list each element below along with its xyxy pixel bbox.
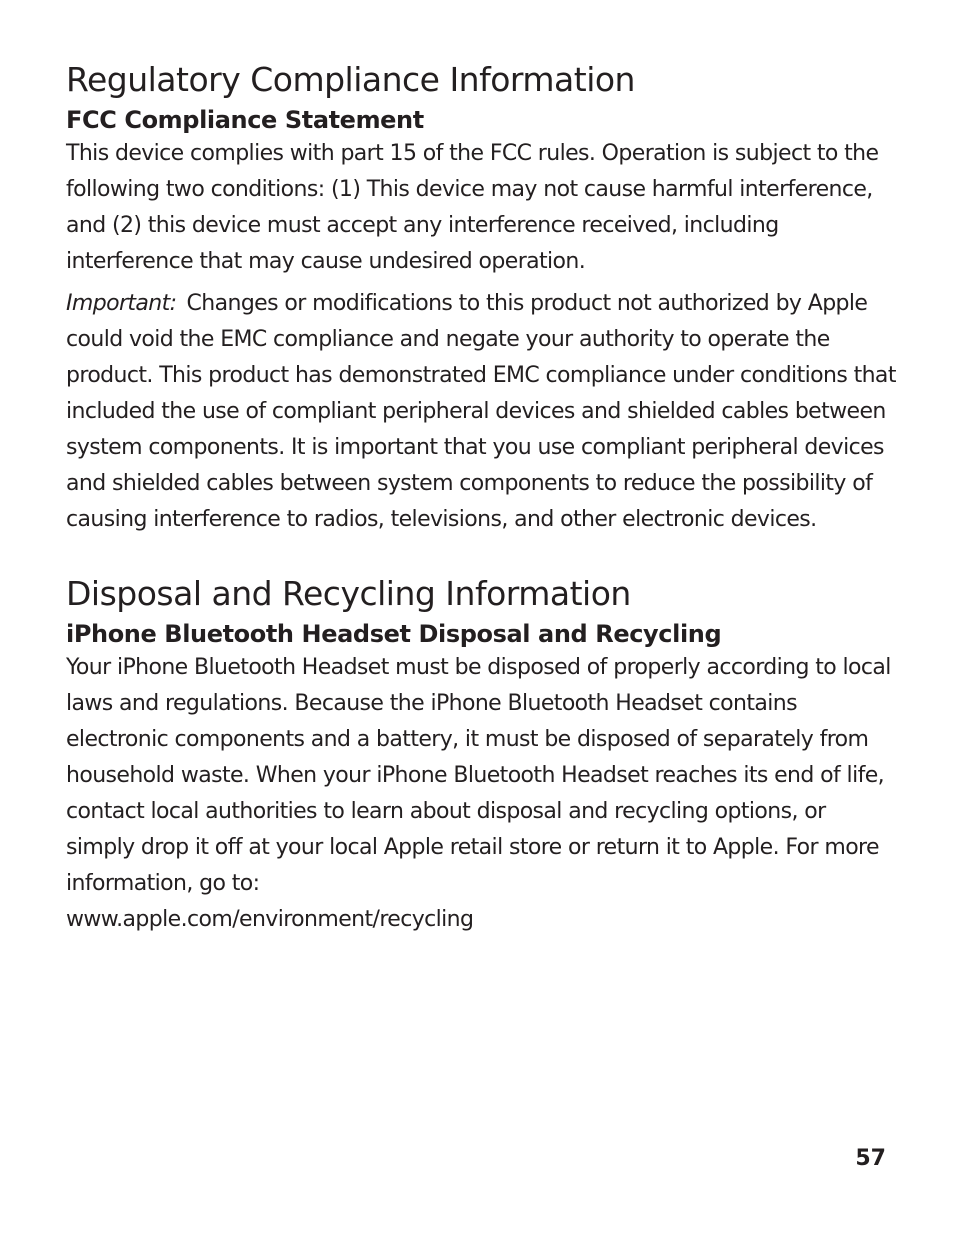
disposal-title: Disposal and Recycling Information (66, 574, 631, 613)
important-label: Important: (66, 291, 177, 316)
disposal-text: Your iPhone Bluetooth Headset must be disposed of properly according to local laws and regulations. Because the iPhone Bluetooth Headset contains electronic components and a battery, it must be disposed of separately from household waste. When your iPhone Bluetooth Headset reaches its end of life, contact local authorities to learn about disposal and recycling options, or simply drop it off at your local Apple retail store or return it to Apple. For more information, go to: (66, 655, 891, 896)
regulatory-title: Regulatory Compliance Information (66, 60, 635, 99)
important-text: Changes or modifications to this product not authorized by Apple could void the EMC compliance and negate your authority to operate the product. This product has demonstrated EMC compliance under conditions that included the use of compliant peripheral devices and shielded cables between system components. It is important that you use compliant peripheral devices and shielded cables between system components to reduce the possibility of causing interference to radios, televisions, and other electronic devices. (66, 291, 896, 532)
fcc-heading: FCC Compliance Statement (66, 106, 424, 134)
document-page (66, 58, 896, 938)
fcc-paragraph: This device complies with part 15 of the FCC rules. Operation is subject to the following two conditions: (1) This device may not cause harmful interference, and (2) this device must accept any interference received, including interference that may cause undesired operation. (66, 141, 879, 274)
recycling-url: www.apple.com/environment/recycling (66, 907, 474, 932)
important-paragraph (66, 286, 896, 538)
page-number: 57 (855, 1146, 886, 1171)
disposal-heading: iPhone Bluetooth Headset Disposal and Recycling (66, 620, 722, 648)
disposal-paragraph (66, 650, 896, 938)
disposal-section (66, 572, 896, 938)
regulatory-section (66, 58, 896, 538)
